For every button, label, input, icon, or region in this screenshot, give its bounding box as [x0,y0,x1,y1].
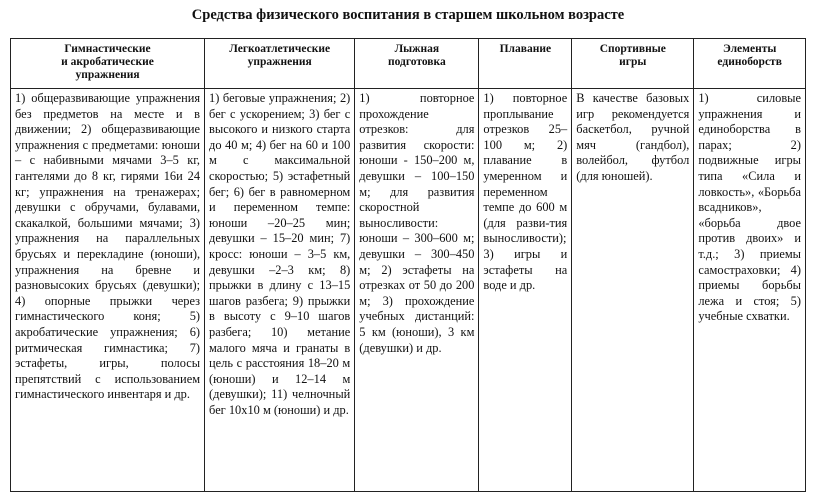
cell-athletics: 1) беговые упражнения; 2) бег с ускорением; 3) бег с высокого и низкого старта до 40 м; 4) бег на 60 и 100 м с максимальной скоростью; 5) эстафетный бег; 6) бег в равномерном и переменном темпе: юноши –20–25 мин; девушки – 15–20 мин; 7) кросс: юноши – 3–5 км, девушки –2–3 км; 8) прыжки в длину с 13–15 шагов разбега; 9) прыжки в высоту с 9–10 шагов разбега; 10) метание малого мяча и гранаты в цель с расстояния 18–20 м (юноши) и 12–14 м (девушки); 11) челночный бег 10х10 м (юноши) и др. [205,89,355,492]
table-header-row [11,39,806,89]
column-header-sports-games: Спортивные игры [572,39,694,89]
column-header-athletics: Легкоатлетические упражнения [205,39,355,89]
column-header-skiing: Лыжная подготовка [355,39,479,89]
physical-education-table [10,38,806,492]
page-title: Средства физического воспитания в старшем школьном возрасте [191,7,625,23]
table-row [11,89,806,492]
cell-martial-arts: 1) силовые упражнения и единоборства в парах; 2) подвижные игры типа «Сила и ловкость», «Борьба всадников», «борьба двое против двоих» и т.д.; 3) приемы самостраховки; 4) приемы борьбы лежа и стоя; 5) учебные схватки. [694,89,806,492]
column-header-gymnastics: Гимнастические и акробатические упражнения [11,39,205,89]
cell-gymnastics: 1) общеразвивающие упражнения без предметов на месте и в движении; 2) общеразвивающие упражнения с предметами: юноши – с набивными мячами 3–5 кг, гантелями до 8 кг, гирями 16и 24 кг; упражнения на тренажерах; девушки с обручами, булавами, скакалкой, большими мячами; 3) упражнения на параллельных брусьях и перекладине (юноши), упражнения на бревне и разновысоких брусьях (девушки); 4) опорные прыжки через гимнастического коня; 5) акробатические упражнения; 6) ритмическая гимнастика; 7) эстафеты, игры, полосы препятствий с использованием гимнастического инвентаря и др. [11,89,205,492]
column-header-swimming: Плавание [479,39,572,89]
column-header-martial-arts: Элементы единоборств [694,39,806,89]
cell-sports-games: В качестве базовых игр рекомендуется баскетбол, ручной мяч (гандбол), волейбол, футбол (для юношей). [572,89,694,492]
cell-swimming: 1) повторное проплывание отрезков 25–100 м; 2) плавание в умеренном и переменном темпе до 600 м (для разви-тия выносливости); 3) игры и эстафеты на воде и др. [479,89,572,492]
cell-skiing: 1) повторное прохождение отрезков: для развития скорости: юноши - 150–200 м, девушки – 100–150 м; для развития скоростной выносливости: юноши – 300–600 м; девушки – 300–450 м; 2) эстафеты на отрезках от 50 до 200 м; 3) прохождение учебных дистанций: 5 км (юноши), 3 км (девушки) и др. [355,89,479,492]
